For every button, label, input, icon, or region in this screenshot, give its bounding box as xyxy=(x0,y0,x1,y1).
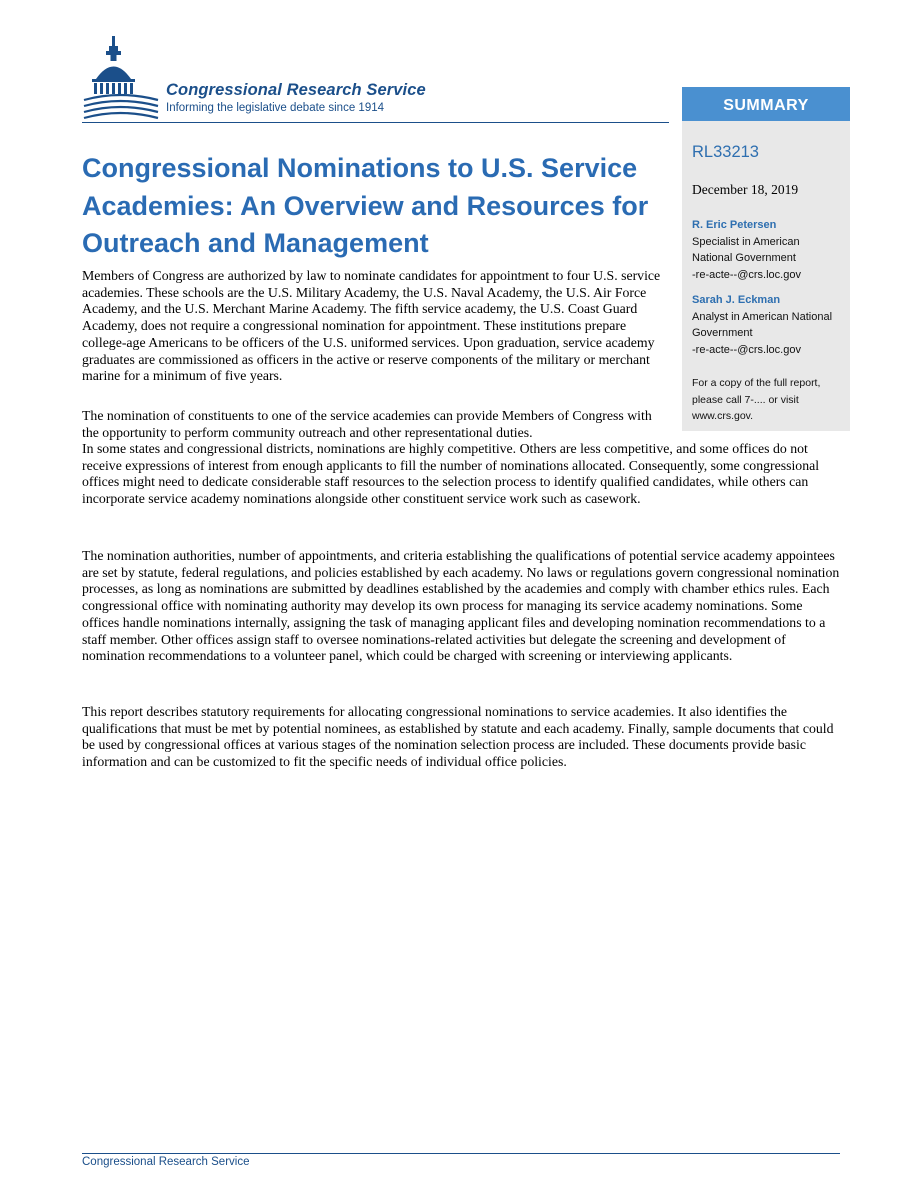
crs-logo xyxy=(82,34,482,120)
report-number: RL33213 xyxy=(692,143,759,161)
report-date: December 18, 2019 xyxy=(692,182,799,197)
header-divider xyxy=(82,122,669,123)
summary-paragraph: This report describes statutory requirements for allocating congressional nominations to service academies. It also identifies the qualifications that must be met by potential nominees, as established by statute and each academy. Finally, sample documents that could be used by congressional offices at various stages of the nomination selection process are included. These documents provide basic information and can be customized to fit the specific needs of individual office policies. xyxy=(82,704,834,770)
author-block xyxy=(692,217,848,283)
author-block xyxy=(692,292,848,358)
author-email[interactable]: -re-acte--@crs.loc.gov xyxy=(692,343,801,356)
author-name: R. Eric Petersen xyxy=(692,219,777,231)
summary-paragraph: Members of Congress are authorized by law to nominate candidates for appointment to four U.S. service academies. These schools are the U.S. Military Academy, the U.S. Naval Academy, the U.S. Air Force Academy, and the U.S. Merchant Marine Academy. The fifth service academy, the U.S. Coast Guard Academy, does not require a congressional nomination for appointment. These institutions prepare college-age Americans to be officers of the U.S. uniformed services. Upon graduation, service academy graduates are commissioned as officers in the active or reserve components of the military or merchant marine for a minimum of five years. xyxy=(82,268,661,384)
author-email[interactable]: -re-acte--@crs.loc.gov xyxy=(692,268,801,281)
summary-sidebar xyxy=(682,87,850,431)
author-name: Sarah J. Eckman xyxy=(692,294,781,306)
org-tagline: Informing the legislative debate since 1914 xyxy=(166,102,385,114)
footer-label: Congressional Research Service xyxy=(82,1156,250,1168)
footer-divider xyxy=(82,1153,840,1154)
summary-heading: SUMMARY xyxy=(682,87,850,121)
copy-note: For a copy of the full report, please call 7-.... or visit www.crs.gov. xyxy=(692,377,821,422)
author-title: Analyst in American National Government xyxy=(692,310,833,339)
org-name: Congressional Research Service xyxy=(166,81,426,99)
summary-paragraph: The nomination authorities, number of appointments, and criteria establishing the qualifications of potential service academy appointees are set by statute, federal regulations, and policies established by each academy. No laws or regulations govern congressional nomination processes, as long as nominations are submitted by deadlines established by the academies and comply with chamber ethics rules. Each congressional office with nominating authority may develop its own process for managing its service academy nominations. Some offices handle nominations internally, assigning the task of managing applicant files and developing nomination recommendations to a staff member. Other offices assign staff to oversee nominations-related activities but delegate the screening and development of nomination recommendations to a volunteer panel, which could be charged with screening or interviewing applicants. xyxy=(82,548,840,664)
capitol-dome-icon xyxy=(82,34,162,120)
summary-paragraph: The nomination of constituents to one of the service academies can provide Members of Congress with the opportunity to perform community outreach and other representational duties. xyxy=(82,408,652,440)
report-title: Congressional Nominations to U.S. Service Academies: An Overview and Resources for Outreach and Management xyxy=(82,153,649,258)
author-title: Specialist in American National Government xyxy=(692,235,800,264)
summary-paragraph: In some states and congressional districts, nominations are highly competitive. Others are less competitive, and some offices do not receive expressions of interest from enough applicants to fill the number of nominations allocated. Consequently, some congressional offices might need to dedicate considerable staff resources to the selection process to identify qualified candidates, while others can incorporate service academy nominations alongside other constituent service work such as casework. xyxy=(82,441,820,507)
